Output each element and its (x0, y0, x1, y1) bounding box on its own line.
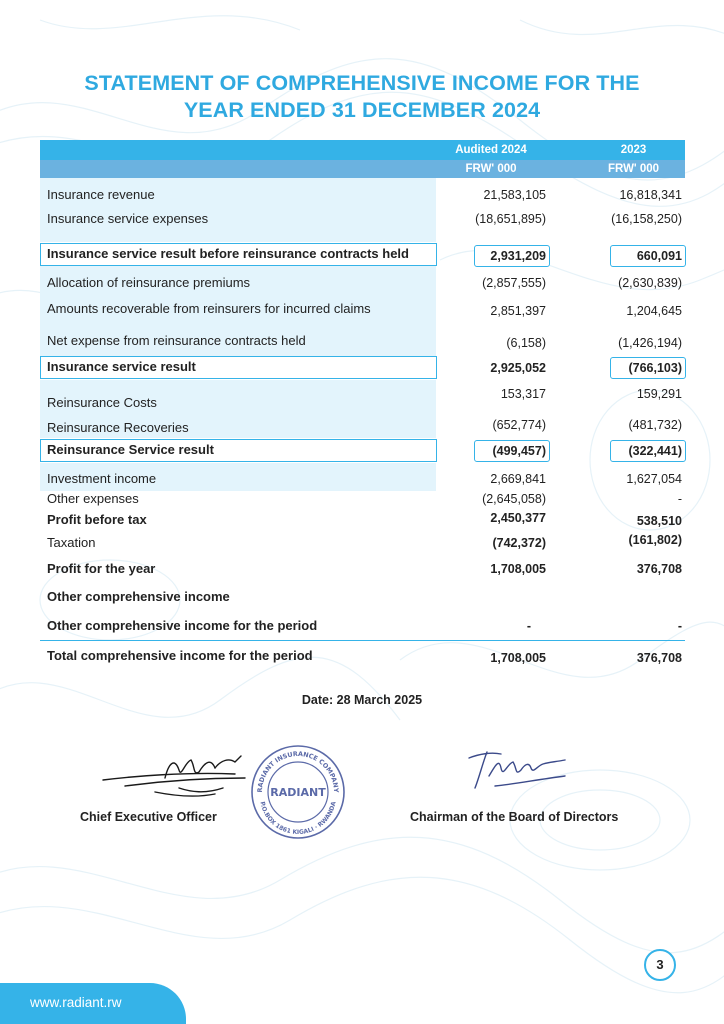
row-label: Total comprehensive income for the period (47, 648, 313, 663)
value-2024: 2,931,209 (490, 249, 546, 263)
table-row (40, 615, 685, 637)
statement-title (40, 70, 684, 124)
table-row (40, 272, 685, 294)
chairman-signature (465, 748, 575, 798)
value-2024: (652,774) (492, 418, 546, 432)
row-label: Reinsurance Recoveries (47, 420, 189, 435)
row-label: Insurance service result before reinsurance contracts held (47, 246, 409, 261)
unit-header-current: FRW' 000 (465, 163, 517, 175)
value-2023: (16,158,250) (611, 212, 682, 226)
value-2024: (742,372) (492, 536, 546, 550)
row-label: Investment income (47, 471, 157, 486)
value-2024: 2,925,052 (490, 361, 546, 375)
table-header-row (40, 140, 685, 160)
value-2024: 153,317 (500, 387, 546, 401)
table-row (40, 468, 685, 490)
value-2023: (481,732) (628, 418, 682, 432)
footer-url[interactable]: www.radiant.rw (30, 995, 122, 1010)
table-unit-row (40, 160, 685, 178)
value-2023: (322,441) (628, 444, 682, 458)
value-2024: (6,158) (506, 336, 546, 350)
value-2024: - (526, 619, 531, 633)
chairman-title: Chairman of the Board of Directors (410, 810, 619, 824)
page-number: 3 (644, 949, 676, 981)
row-label: Amounts recoverable from reinsurers for incurred claims (47, 301, 371, 316)
value-2023: (766,103) (628, 361, 682, 375)
svg-text:P.O.BOX 1861 KIGALI · RWANDA: P.O.BOX 1861 KIGALI · RWANDA (258, 800, 338, 837)
value-2023: - (677, 619, 682, 633)
row-label: Taxation (47, 535, 96, 550)
table-row-section (40, 586, 685, 608)
table-row (40, 488, 685, 510)
value-2023: (161,802) (628, 533, 682, 547)
value-2024: (18,651,895) (475, 212, 546, 226)
table-row-total (40, 558, 685, 580)
value-2024: (2,857,555) (482, 276, 546, 290)
row-label: Allocation of reinsurance premiums (47, 275, 251, 290)
row-label: Insurance service result (47, 359, 196, 374)
table-row-total (40, 509, 685, 531)
table-row-grand-total (40, 645, 685, 667)
table-row (40, 298, 685, 320)
row-label: Insurance service expenses (47, 211, 209, 226)
row-label: Profit for the year (47, 561, 156, 576)
value-2023: (1,426,194) (618, 336, 682, 350)
value-2023: 1,204,645 (626, 304, 682, 318)
table-row-subtotal (40, 243, 685, 265)
value-2024: 2,669,841 (490, 472, 546, 486)
table-row (40, 417, 685, 439)
table-row-subtotal (40, 356, 685, 378)
row-label: Reinsurance Service result (47, 442, 214, 457)
table-row (40, 387, 685, 414)
statement-date: Date: 28 March 2025 (301, 693, 423, 707)
table-row (40, 532, 685, 554)
table-row (40, 330, 685, 352)
row-label: Other comprehensive income for the period (47, 618, 318, 633)
value-2023: 538,510 (636, 514, 682, 528)
row-label: Profit before tax (47, 512, 147, 527)
value-2023: (2,630,839) (618, 276, 682, 290)
row-label: Other comprehensive income (47, 589, 230, 604)
value-2023: - (677, 492, 682, 506)
table-row-subtotal (40, 439, 685, 461)
value-2024: 21,583,105 (483, 188, 546, 202)
title-line-2: YEAR ENDED 31 DECEMBER 2024 (183, 98, 541, 122)
value-2023: 1,627,054 (626, 472, 682, 486)
value-2024: 1,708,005 (490, 651, 546, 665)
ceo-signature (95, 748, 255, 808)
svg-text:RADIANT INSURANCE COMPANY: RADIANT INSURANCE COMPANY (255, 749, 341, 793)
table-row (40, 184, 685, 206)
unit-header-previous: FRW' 000 (607, 163, 660, 175)
value-2024: 1,708,005 (490, 562, 546, 576)
value-2023: 376,708 (636, 562, 682, 576)
company-stamp (248, 742, 348, 842)
row-label: Net expense from reinsurance contracts held (47, 333, 306, 348)
value-2024: 2,450,377 (490, 511, 546, 525)
total-divider (40, 640, 685, 641)
ceo-title: Chief Executive Officer (80, 810, 217, 824)
value-2024: 2,851,397 (490, 304, 546, 318)
row-label: Reinsurance Costs (47, 395, 157, 410)
title-line-1: STATEMENT OF COMPREHENSIVE INCOME FOR THE (84, 71, 640, 95)
column-header-previous: 2023 (620, 144, 647, 156)
column-header-current: Audited 2024 (455, 144, 527, 156)
table-row (40, 208, 685, 230)
value-2023: 159,291 (636, 387, 682, 401)
footer-band (0, 983, 186, 1024)
value-2023: 660,091 (636, 249, 682, 263)
svg-text:RADIANT: RADIANT (270, 786, 326, 799)
value-2024: (2,645,058) (482, 492, 546, 506)
row-label: Insurance revenue (47, 187, 155, 202)
value-2024: (499,457) (492, 444, 546, 458)
value-2023: 376,708 (636, 651, 682, 665)
value-2023: 16,818,341 (619, 188, 682, 202)
row-label: Other expenses (47, 491, 139, 506)
